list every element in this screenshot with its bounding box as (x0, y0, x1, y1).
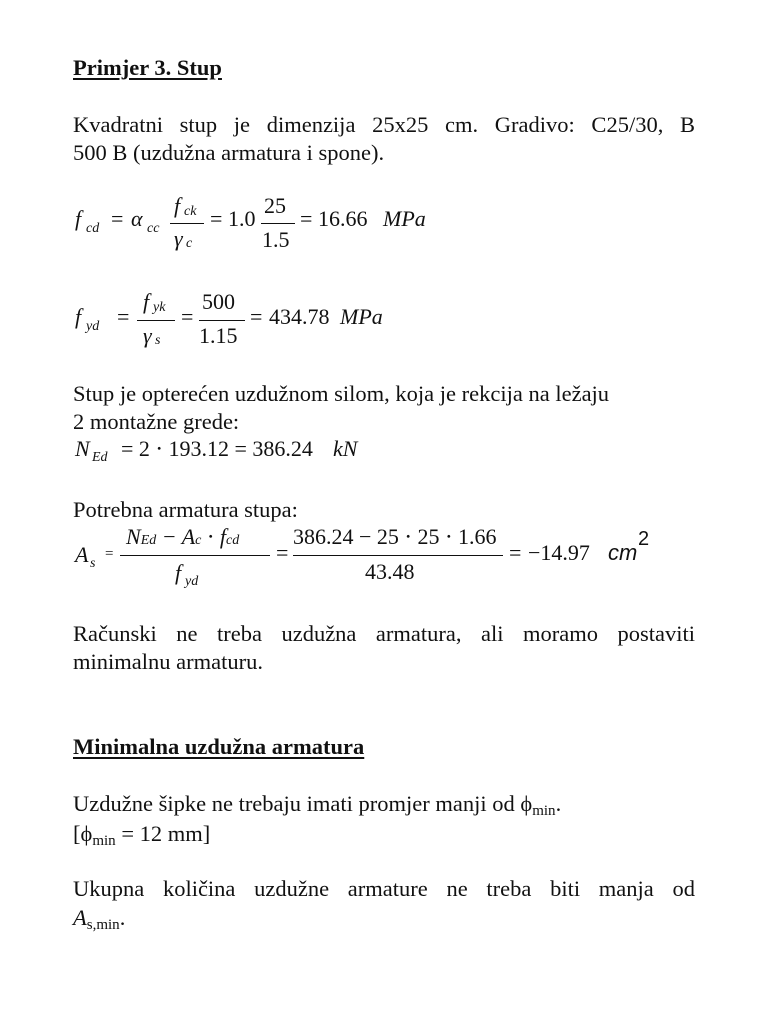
as-lhs-a: A (75, 542, 89, 567)
fcd-result: 16.66 (318, 206, 368, 231)
calc-line-2: minimalnu armaturu. (73, 649, 263, 674)
fyd-fraction-1 (137, 286, 175, 352)
fcd-unit: MPa (383, 206, 426, 231)
fcd-lhs-sub: cd (86, 221, 100, 236)
as-num-n: N (126, 524, 141, 549)
as-num2: 386.24 − 25 ⋅ 25 ⋅ 1.66 (293, 524, 497, 549)
fyd-num2: 500 (202, 289, 235, 314)
fyd-eq: = (117, 304, 130, 329)
fyd-unit: MPa (340, 304, 383, 329)
fyd-fraction-2 (199, 286, 245, 352)
fyd-eq2: = (181, 304, 194, 329)
fcd-den2: 1.5 (262, 227, 290, 252)
fyd-fraction-bar-2 (199, 320, 245, 321)
as-eq: = (105, 546, 114, 562)
bars-line-2-rest: = 12 mm] (115, 821, 211, 846)
fcd-fraction-bar-2 (261, 223, 295, 224)
as-unit: cm (608, 540, 638, 565)
fyd-result: 434.78 (269, 304, 330, 329)
bars-line-1-text: Uzdužne šipke ne trebaju imati promjer manji od ϕ (73, 791, 533, 816)
fcd-num-f: f (174, 193, 181, 218)
fcd-eq2: = (210, 206, 223, 231)
fcd-eq3: = (300, 206, 313, 231)
section-heading-min-reinforcement: Minimalna uzdužna armatura (73, 734, 365, 759)
fcd-eq: = (111, 206, 124, 231)
bars-line-2-open: [ϕ (73, 821, 93, 846)
ned-unit: kN (333, 436, 358, 461)
as-den-f: f (175, 560, 182, 585)
fcd-lhs-f: f (75, 206, 82, 231)
as-fraction-bar-2 (293, 555, 503, 556)
fyd-den-gamma: γ (143, 323, 152, 348)
total-line-1: Ukupna količina uzdužne armature ne treba biti manja od (73, 876, 695, 901)
as-lhs-sub: s (90, 556, 96, 571)
ned-lhs-n: N (75, 436, 90, 461)
as-fraction-2 (293, 524, 503, 590)
bars-line-1-end: . (555, 791, 562, 816)
as-result: −14.97 (528, 540, 590, 565)
bars-line-2 (73, 820, 210, 855)
fcd-coef: 1.0 (228, 206, 256, 231)
bars-line-2-sub: min (92, 833, 116, 849)
as-unit-sup: 2 (638, 528, 650, 550)
total-line-2 (73, 904, 125, 939)
as-numerator-1 (126, 524, 239, 550)
as-num-ac-sub: c (195, 533, 202, 548)
fyd-num-f: f (143, 289, 150, 314)
as-num-mid: − A (156, 524, 196, 549)
calc-line-1: Računski ne treba uzdužna armatura, ali moramo postaviti (73, 621, 695, 646)
ned-lhs-sub: Ed (92, 450, 108, 465)
fcd-fraction-bar-1 (170, 223, 204, 224)
fyd-lhs-f: f (75, 304, 82, 329)
fcd-fraction-2 (261, 190, 295, 254)
fcd-alpha-sub: cc (147, 221, 160, 236)
reinforcement-label: Potrebna armatura stupa: (73, 497, 298, 522)
intro-line-1: Kvadratni stup je dimenzija 25x25 cm. Gradivo: C25/30, B (73, 112, 695, 137)
load-line-1: Stup je opterećen uzdužnom silom, koja je rekcija na ležaju (73, 381, 610, 406)
total-line-2-sub: s,min (86, 917, 120, 933)
fyd-eq3: = (250, 304, 263, 329)
as-fraction-bar-1 (120, 555, 270, 556)
fcd-num-sub: ck (184, 204, 197, 219)
total-line-2-a: A (73, 905, 87, 930)
fcd-num2: 25 (264, 193, 286, 218)
fyd-den2: 1.15 (199, 323, 238, 348)
as-den-sub: yd (185, 574, 199, 589)
fcd-den-gamma: γ (174, 226, 183, 251)
bars-line-1-sub: min (532, 803, 556, 819)
fcd-den-sub: c (186, 236, 193, 251)
as-num-f-sub: cd (226, 533, 240, 548)
load-line-2: 2 montažne grede: (73, 409, 240, 434)
fyd-fraction-bar-1 (137, 320, 175, 321)
fyd-lhs-sub: yd (86, 319, 100, 334)
fcd-alpha: α (131, 206, 143, 231)
fcd-fraction-1 (170, 190, 204, 254)
fyd-num-sub: yk (153, 300, 166, 315)
total-line-2-end: . (119, 905, 126, 930)
as-den2: 43.48 (365, 559, 415, 584)
as-num-dot: ⋅ f (201, 524, 227, 549)
as-eq2: = (276, 540, 289, 565)
ned-rhs: = 2 ⋅ 193.12 = 386.24 (121, 436, 313, 461)
fyd-den-sub: s (155, 333, 161, 348)
as-num-n-sub: Ed (140, 533, 157, 548)
as-fraction-1 (120, 524, 270, 590)
intro-line-2: 500 B (uzdužna armatura i spone). (73, 140, 385, 165)
as-eq3: = (509, 540, 522, 565)
page-title: Primjer 3. Stup (73, 55, 222, 80)
